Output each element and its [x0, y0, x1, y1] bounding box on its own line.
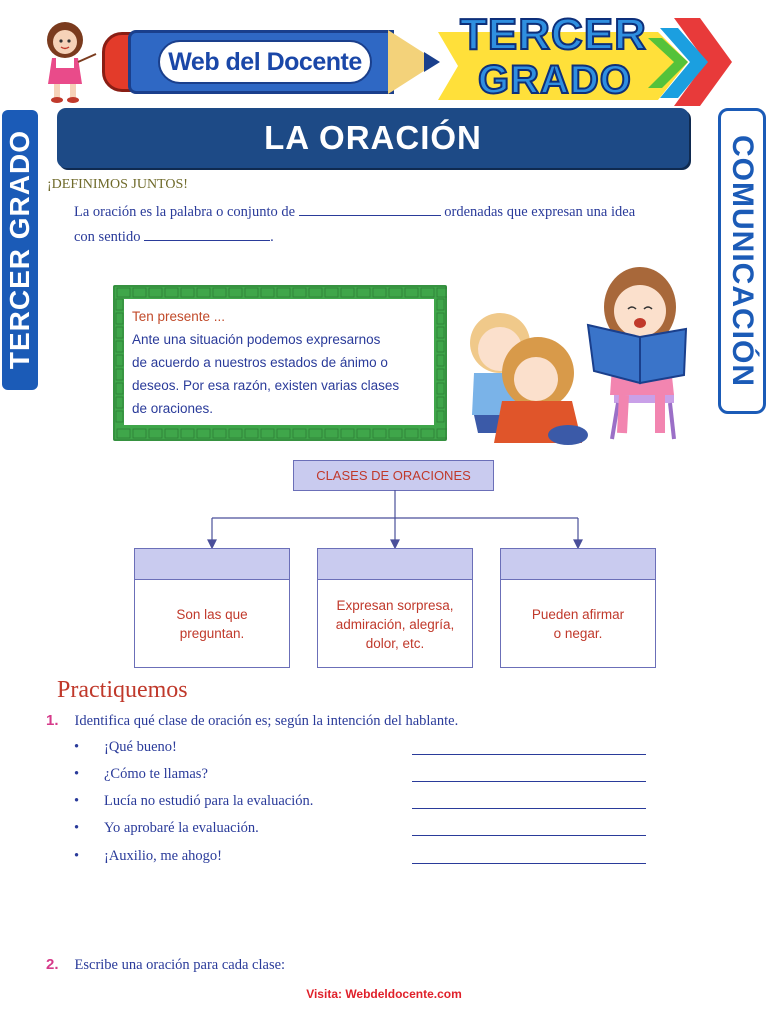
- answer-line[interactable]: [412, 821, 646, 836]
- note-box: [124, 299, 434, 425]
- bullet-icon: •: [74, 820, 80, 836]
- define-heading: ¡DEFINIMOS JUNTOS!: [47, 177, 188, 192]
- answer-line[interactable]: [412, 849, 646, 864]
- answer-line[interactable]: [412, 767, 646, 782]
- list-item: [74, 739, 177, 756]
- question-1-text: Identifica qué clase de oración es; según la intención del hablante.: [74, 713, 459, 729]
- note-line: deseos. Por esa razón, existen varias clases: [132, 378, 400, 393]
- page-title: LA ORACIÓN: [264, 119, 482, 156]
- list-item-text: ¡Auxilio, me ahogo!: [104, 848, 222, 864]
- define-line-1: [74, 201, 635, 221]
- children-reading-illustration: [464, 255, 714, 455]
- banner-word-grado: GRADO: [478, 58, 632, 102]
- diagram-box-interrogative: [134, 548, 290, 668]
- list-item-text: ¿Cómo te llamas?: [104, 766, 208, 782]
- define-blank-1[interactable]: [299, 201, 441, 216]
- list-item: [74, 793, 313, 810]
- list-item-text: Lucía no estudió para la evaluación.: [104, 793, 314, 809]
- question-1-number: 1.: [46, 712, 59, 729]
- define-line-1-end: ordenadas que expresan una idea: [444, 204, 636, 220]
- define-line-2-end: .: [270, 229, 274, 245]
- question-2-number: 2.: [46, 956, 59, 973]
- diagram-box-exclamatory: [317, 548, 473, 668]
- web-del-docente-logo: [98, 22, 448, 104]
- define-line-1-start: La oración es la palabra o conjunto de: [74, 204, 296, 220]
- answer-line[interactable]: [412, 794, 646, 809]
- define-blank-2[interactable]: [144, 226, 270, 241]
- question-2: [46, 956, 285, 974]
- diagram-box-text: Pueden afirmar o negar.: [531, 607, 625, 641]
- side-label-right-text: COMUNICACIÓN: [726, 135, 759, 387]
- diagram-box-text: Son las que preguntan.: [176, 607, 248, 641]
- note-line: de acuerdo a nuestros estados de ánimo o: [132, 355, 388, 370]
- note-heading: Ten presente ...: [132, 309, 226, 324]
- list-item-text: Yo aprobaré la evaluación.: [104, 820, 259, 836]
- question-1: [46, 712, 458, 730]
- bullet-icon: •: [74, 848, 80, 864]
- define-line-2: [74, 226, 274, 246]
- bullet-icon: •: [74, 739, 80, 755]
- define-line-2-start: con sentido: [74, 229, 141, 245]
- teacher-illustration: [30, 18, 100, 104]
- side-label-right: [718, 108, 766, 414]
- side-label-left-text: TERCER GRADO: [4, 130, 35, 370]
- diagram-box-text: Expresan sorpresa, admiración, alegría, dolor, etc.: [335, 597, 455, 651]
- grade-banner: [438, 10, 738, 106]
- answer-line[interactable]: [412, 740, 646, 755]
- bullet-icon: •: [74, 766, 80, 782]
- note-line: de oraciones.: [132, 401, 214, 416]
- banner-word-tercer: TERCER: [460, 10, 647, 59]
- note-line: Ante una situación podemos expresarnos: [132, 332, 381, 347]
- question-2-text: Escribe una oración para cada clase:: [74, 957, 286, 973]
- diagram-top-box: CLASES DE ORACIONES: [293, 460, 494, 491]
- practice-title: Practiquemos: [57, 677, 188, 703]
- footer-link[interactable]: Visita: Webdeldocente.com: [306, 987, 462, 1001]
- list-item: [74, 848, 222, 865]
- list-item: [74, 766, 208, 783]
- logo-text: Web del Docente: [158, 40, 372, 84]
- list-item: [74, 820, 259, 837]
- diagram-box-declarative: [500, 548, 656, 668]
- page-title-bar: [57, 108, 689, 168]
- bullet-icon: •: [74, 793, 80, 809]
- list-item-text: ¡Qué bueno!: [104, 739, 177, 755]
- side-label-left: [2, 110, 38, 390]
- diagram-connectors: [130, 490, 660, 550]
